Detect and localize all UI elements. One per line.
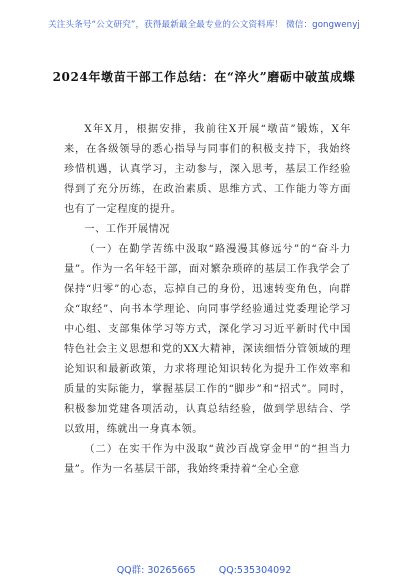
qq-group-text: QQ群: 30265665 <box>116 565 196 576</box>
section-heading: 一、工作开展情况 <box>84 224 170 235</box>
qq-number-text: QQ:535304092 <box>218 565 292 576</box>
body-paragraph: （一）在勤学苦练中汲取“路漫漫其修远兮”的“奋斗力量”。作为一名年轻干部，面对繁杂琐碎的基层工作我学会了保持“归零”的心态，忘掉自己的身份，迅速转变角色，向群众“取经”、向书本学理论、向同事学经验通过党委理论学习中心组、支部集体学习等方式，深化学习习近平新时代中国特色社会主义思想和党的XX大精神，深读细悟分管领域的理论知识和最新政策，力求将理论知识转化为提升工作效率和质量的实际能力，掌握基层工作的“脚步”和“招式”。同时，积极参加党建各项活动，认真总结经验，做到学思结合、学以致用，练就出一身真本领。 <box>64 244 351 435</box>
document-body <box>64 120 351 480</box>
intro-paragraph: X年X月，根据安排，我前往X开展“墩苗”锻炼，X年来，在各级领导的悉心指导与同事们的积极支持下，我始终珍惜机遇，认真学习，主动参与，深入思考，基层工作经验得到了充分历练，在政治素质、思维方式、工作能力等方面也有了一定程度的提升。 <box>64 124 351 215</box>
promo-banner: 关注头条号“公文研究”，获得最新最全最专业的公文资料库！ 微信：gongwenyj <box>48 20 360 30</box>
document-title: 2024年墩苗干部工作总结：在“淬火”磨砺中破茧成蝶 <box>52 70 356 84</box>
contact-footer <box>0 562 408 576</box>
body-paragraph: （二）在实干作为中汲取“黄沙百战穿金甲”的“担当力量”。作为一名基层干部，我始终秉持着“全心全意 <box>64 444 351 475</box>
